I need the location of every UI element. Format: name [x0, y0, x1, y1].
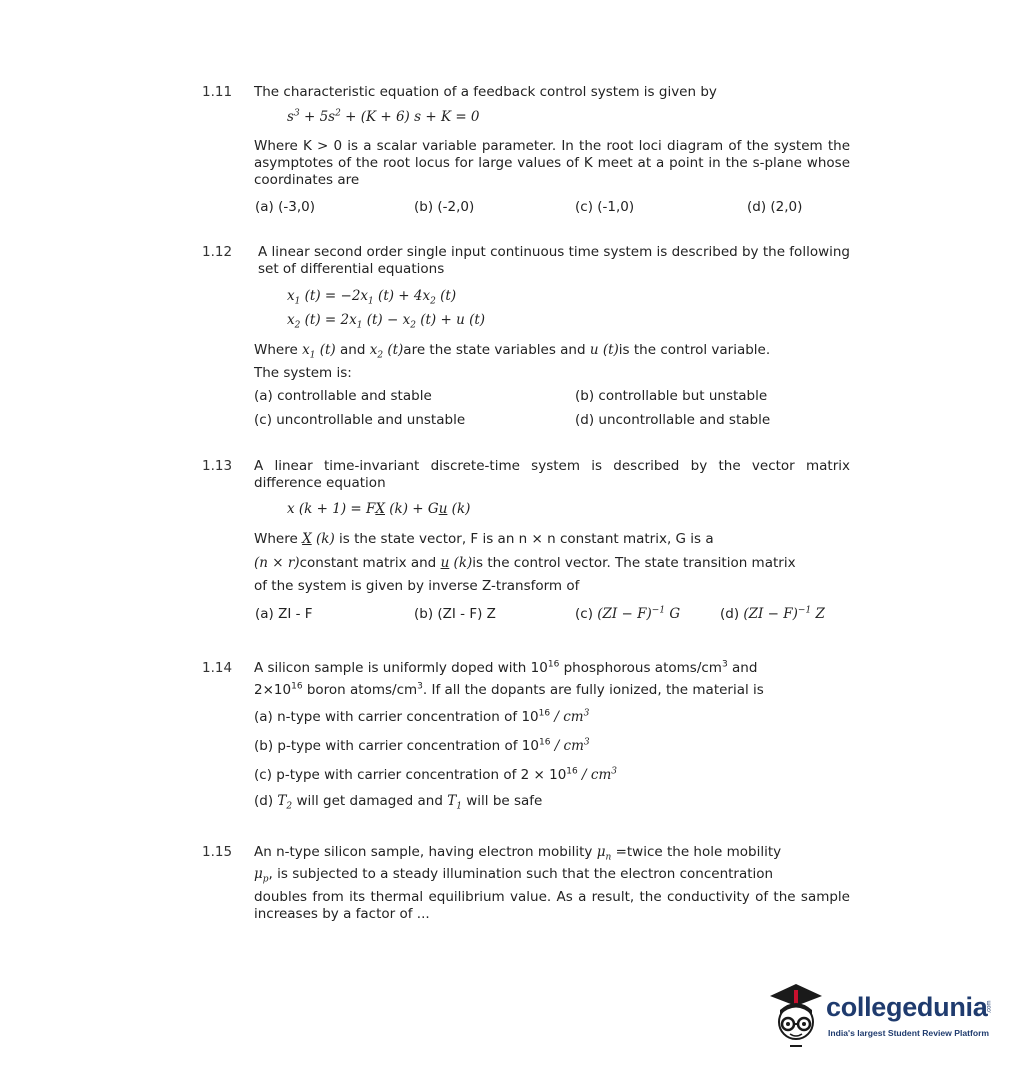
characteristic-equation: $s^3 + 5s^2 + (K + 6) s + K = 0$: [287, 108, 480, 125]
option-c: (c) uncontrollable and unstable: [254, 412, 466, 428]
option-d: (d) (2,0): [747, 199, 803, 215]
question-number: 1.15: [202, 844, 233, 860]
option-b: (b) (ZI - F) Z: [414, 606, 496, 622]
question-stem: A linear time-invariant discrete-time system is described by the vector matrix difference equation: [254, 458, 850, 491]
state-equation-1: $x_1$ $(t) = -2x_1$ $(t) + 4x_2$ (t): [287, 288, 457, 307]
logo-suffix: .com: [986, 1000, 993, 1014]
question-stem-line-1: An n-type silicon sample, having electron mobility $\mu_n$ =twice the hole mobility: [254, 844, 782, 863]
question-description-end: The system is:: [254, 365, 352, 381]
question-number: 1.12: [202, 244, 233, 260]
question-description-1: Where X (k) is the state vector, F is an n × n constant matrix, G is a: [254, 531, 714, 547]
option-a: (a) n-type with carrier concentration of $10^{16} / cm^3$: [254, 708, 590, 725]
option-d: (d) uncontrollable and stable: [575, 412, 771, 428]
option-b: (b) (-2,0): [414, 199, 475, 215]
question-stem-line-2: $\mu_p$, is subjected to a steady illumination such that the electron concentration: [254, 866, 774, 885]
option-a: (a) ZI - F: [255, 606, 313, 622]
option-a: (a) (-3,0): [255, 199, 315, 215]
question-description-2: (n × r)constant matrix and u (k)is the control vector. The state transition matrix: [254, 555, 796, 571]
question-stem: A linear second order single input continuous time system is described by the following set of differential equations: [258, 244, 850, 277]
option-c: (c) (ZI − F)$^{-1}$ G: [575, 605, 681, 622]
question-number: 1.14: [202, 660, 233, 676]
option-b: (b) controllable but unstable: [575, 388, 768, 404]
question-description-3: of the system is given by inverse Z-transform of: [254, 578, 580, 594]
mascot-icon: [768, 982, 828, 1052]
logo-tagline: India's largest Student Review Platform: [828, 1028, 990, 1038]
question-stem-line-2: $2\times 10^{16}$ boron atoms/$cm^3$. If all the dopants are fully ionized, the material is: [254, 681, 764, 698]
option-c: (c) (-1,0): [575, 199, 635, 215]
difference-equation: x (k + 1) = FX (k) + Gu (k): [287, 501, 471, 517]
question-stem-rest: doubles from its thermal equilibrium value. As a result, the conductivity of the sample increases by a factor of ...: [254, 889, 850, 922]
question-number: 1.13: [202, 458, 233, 474]
option-d: (d) (ZI − F)$^{-1}$ Z: [720, 605, 825, 622]
question-stem: The characteristic equation of a feedback control system is given by: [254, 84, 717, 100]
state-equation-2: $x_2$ $(t) = 2x_1$ $(t) - x_2$ (t) + u (t): [287, 312, 486, 331]
question-stem-line-1: A silicon sample is uniformly doped with $10^{16}$ phosphorous atoms/$cm^3$ and: [254, 659, 758, 676]
option-d: (d) $T_2$ will get damaged and $T_1$ will be safe: [254, 793, 543, 812]
logo-wordmark: collegedunia: [826, 992, 988, 1022]
question-description: Where K > 0 is a scalar variable parameter. In the root loci diagram of the system the asymptotes of the root locus for large values of K meet at a point in the s-plane whose coordinates are: [254, 138, 850, 188]
option-b: (b) p-type with carrier concentration of $10^{16} / cm^3$: [254, 737, 590, 754]
option-c: (c) p-type with carrier concentration of $2 \times 10^{16} / cm^3$: [254, 766, 617, 783]
option-a: (a) controllable and stable: [254, 388, 432, 404]
question-number: 1.11: [202, 84, 233, 100]
question-description: Where $x_1$ (t) and $x_2$ (t)are the state variables and u (t)is the control variable.: [254, 342, 771, 361]
